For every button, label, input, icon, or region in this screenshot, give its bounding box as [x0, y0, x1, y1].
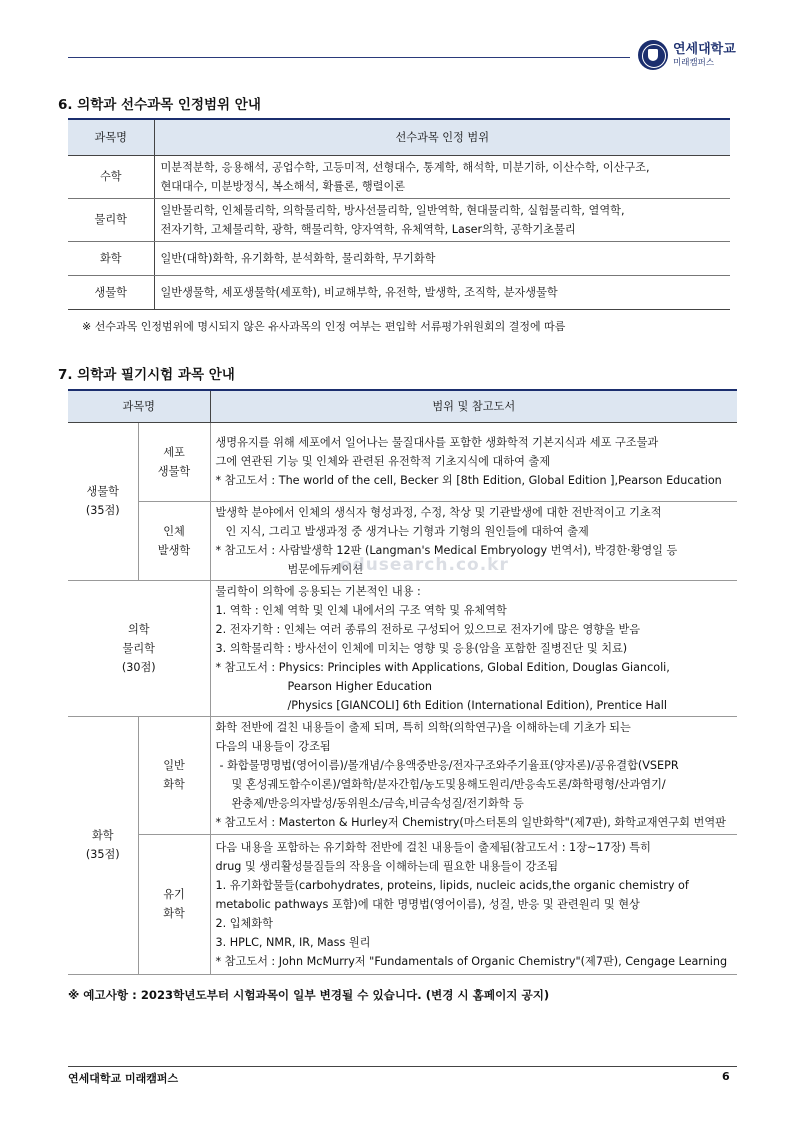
subject-cell: 수학	[68, 155, 154, 198]
page-number: 6	[722, 1070, 730, 1083]
university-logo	[638, 40, 736, 70]
table-row	[68, 834, 737, 974]
subsubject-general-chemistry: 일반 화학	[138, 716, 210, 834]
subject-biology: 생물학 (35점)	[68, 422, 138, 580]
range-cell: 물리학이 의학에 응용되는 기본적인 내용 : 1. 역학 : 인체 역학 및 인체 내에서의 구조 역학 및 유체역학 2. 전자기학 : 인체는 여러 종류의 전하로 구성되어 있으므로 전자기에 많은 영향을 받음 3. 의학물리학 : 방사선이 인체에 미치는 영향 및 응용(암을 포함한 질병진단 및 치료) * 참고도서 : Physics: Principles with Applications, Global Edition, Douglas Giancoli, Pearson Higher Education /Physics [GIANCOLI] 6th Edition (International Edition), Prentice Hall	[210, 580, 737, 716]
university-seal-icon	[638, 40, 668, 70]
footer-university: 연세대학교 미래캠퍼스	[68, 1072, 179, 1085]
exam-subject-table	[68, 389, 737, 975]
footer-rule	[68, 1066, 737, 1067]
subject-cell: 화학	[68, 241, 154, 275]
watermark: edusearch.co.kr	[340, 555, 509, 575]
table-row	[68, 580, 737, 716]
table-row	[68, 422, 737, 501]
range-cell: 미분적분학, 응용해석, 공업수학, 고등미적, 선형대수, 통계학, 해석학, 미분기하, 이산수학, 이산구조, 현대대수, 미분방정식, 복소해석, 확률론, 행렬이론	[154, 155, 730, 198]
prerequisite-table	[68, 118, 730, 310]
logo-subtitle: 미래캠퍼스	[673, 57, 715, 68]
section6-title: 6. 의학과 선수과목 인정범위 안내	[58, 97, 261, 113]
range-cell: 일반생물학, 세포생물학(세포학), 비교해부학, 유전학, 발생학, 조직학, 분자생물학	[160, 285, 558, 299]
col-header-subject: 과목명	[68, 119, 154, 155]
subject-medical-physics: 의학 물리학 (30점)	[68, 580, 210, 716]
table-row	[68, 198, 730, 241]
range-cell: 일반물리학, 인체물리학, 의학물리학, 방사선물리학, 일반역학, 현대물리학, 실험물리학, 열역학, 전자기학, 고체물리학, 광학, 핵물리학, 양자역학, 유체역학, Laser의학, 공학기초물리	[154, 198, 730, 241]
header-rule	[68, 57, 630, 58]
subject-cell: 물리학	[68, 198, 154, 241]
range-cell: 다음 내용을 포함하는 유기화학 전반에 걸친 내용들이 출제됨(참고도서 : 1장~17장) 특히 drug 및 생리활성물질들의 작용을 이해하는데 필요한 내용들이 강조됨 1. 유기화합물들(carbohydrates, proteins, lipids, nucleic acids,the organic chemistry of metabolic pathways 포함)에 대한 명명법(영어이름), 성질, 반응 및 관련원리 및 현상 2. 입체화학 3. HPLC, NMR, IR, Mass 원리 * 참고도서 : John McMurry저 "Fundamentals of Organic Chemistry"(제7판), Cengage Learning	[210, 834, 737, 974]
logo-title: 연세대학교	[673, 41, 736, 57]
section7-title: 7. 의학과 필기시험 과목 안내	[58, 367, 235, 383]
subsubject-cell-biology: 세포 생물학	[138, 422, 210, 501]
section6-note: ※ 선수과목 인정범위에 명시되지 않은 유사과목의 인정 여부는 편입학 서류평가위원회의 결정에 따름	[82, 320, 566, 333]
range-cell: 생명유지를 위해 세포에서 일어나는 물질대사를 포함한 생화학적 기본지식과 세포 구조물과 그에 연관된 기능 및 인체와 관련된 유전학적 기초지식에 대하여 출제 * 참고도서 : The world of the cell, Becker 외 [8th Edition, Global Edition ],Pearson Education	[210, 422, 737, 501]
range-cell: 발생학 분야에서 인체의 생식자 형성과정, 수정, 착상 및 기관발생에 대한 전반적이고 기초적 인 지식, 그리고 발생과정 중 생겨나는 기형과 기형의 원인들에 대하여 출제 * 참고도서 : 사람발생학 12판 (Langman's Medical Embryology 번역서), 박경한·황영일 등 범문에듀케이션	[210, 501, 737, 580]
col-header-range: 선수과목 인정 범위	[154, 119, 730, 155]
range-cell: 일반(대학)화학, 유기화학, 분석화학, 물리화학, 무기화학	[154, 241, 730, 275]
subsubject-embryology: 인체 발생학	[138, 501, 210, 580]
subject-chemistry: 화학 (35점)	[68, 716, 138, 974]
range-cell: 화학 전반에 걸친 내용들이 출제 되며, 특히 의학(의학연구)을 이해하는데 기초가 되는 다음의 내용들이 강조됨 - 화합물명명법(영어이름)/몰개념/수용액중반응/전자구조와주기율표(양자론)/공유결합(VSEPR 및 혼성궤도함수이론)/열화학/분자간힘/농도및용해도원리/반응속도론/화학평형/산과염기/ 완충제/반응의자발성/동위원소/금속,비금속성질/전기화학 등 * 참고도서 : Masterton & Hurley저 Chemistry(마스터톤의 일반화학"(제7판), 화학교재연구회 번역판	[210, 716, 737, 834]
col-header-subject: 과목명	[68, 390, 210, 422]
table-row	[68, 241, 730, 275]
table-row	[68, 155, 730, 198]
table-row	[68, 716, 737, 834]
subject-cell: 생물학	[68, 275, 154, 309]
subsubject-organic-chemistry: 유기 화학	[138, 834, 210, 974]
col-header-range: 범위 및 참고도서	[210, 390, 737, 422]
table-row	[68, 275, 730, 309]
notice-text: ※ 예고사항 : 2023학년도부터 시험과목이 일부 변경될 수 있습니다. (변경 시 홈페이지 공지)	[68, 988, 550, 1002]
